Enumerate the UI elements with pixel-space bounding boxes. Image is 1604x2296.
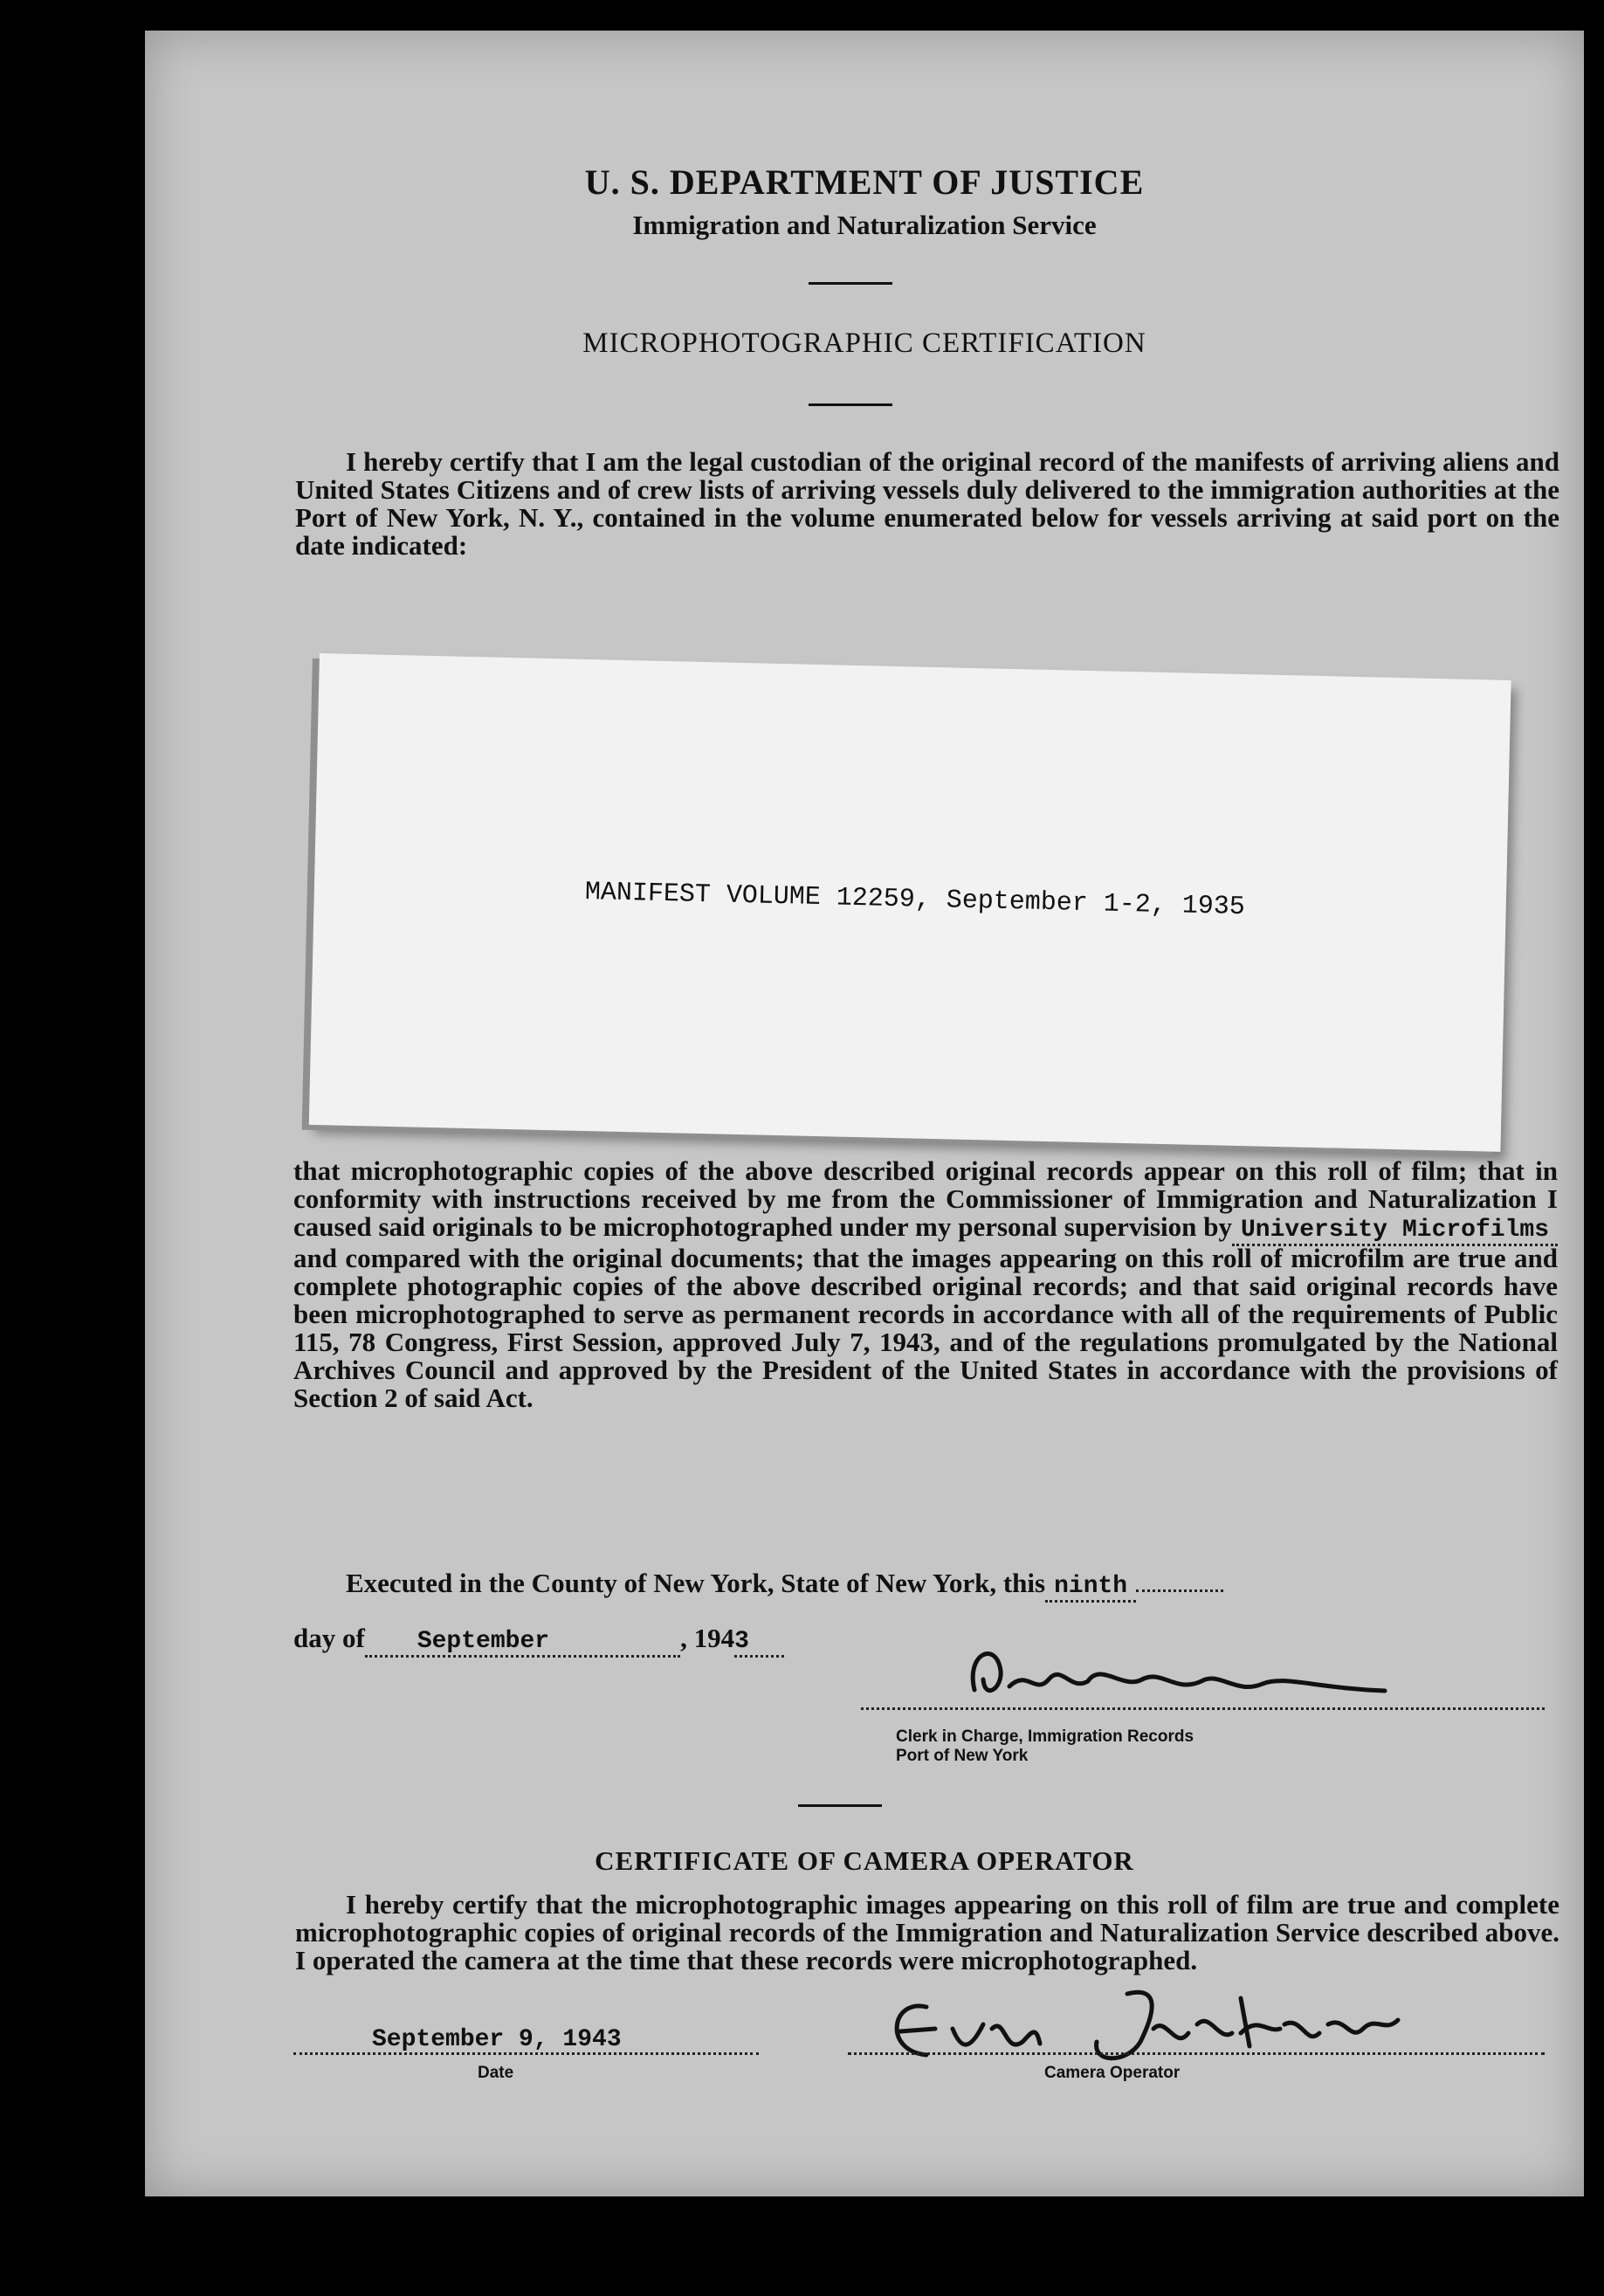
clerk-signature-image: [948, 1636, 1402, 1714]
clerk-location: Port of New York: [896, 1747, 1029, 1765]
body-text-part2: and compared with the original documents; that the images appearing on this roll of microfilm are true and complete photographic copies of the above described original records; and that said original records have been microphotographed to serve as permanent records in accordance with all of the requirements of Public 115, 78 Congress, First Session, approved July 7, 1943, and of the regulations promulgated by the National Archives Council and approved by the President of the United States in accordance with the provisions of Section 2 of said Act.: [293, 1243, 1558, 1413]
year-prefix: , 194: [680, 1623, 735, 1653]
operator-signature-image: [874, 1981, 1433, 2068]
executed-month-field: September: [365, 1628, 680, 1658]
clerk-title: Clerk in Charge, Immigration Records: [896, 1727, 1194, 1746]
camera-certificate-paragraph: I hereby certify that the microphotographic images appearing on this roll of film are true and complete microphotographic copies of original records of the Immigration and Naturalization Service described above. I operated the camera at the time that these records were microphotographed.: [295, 1889, 1559, 1975]
manifest-slip: [309, 653, 1511, 1152]
service-subtitle: Immigration and Naturalization Service: [632, 210, 1097, 240]
clerk-caption: [896, 1727, 1194, 1766]
year-digit-field: 3: [734, 1628, 784, 1658]
department-title: U. S. DEPARTMENT OF JUSTICE: [584, 162, 1145, 202]
date-caption: Date: [478, 2064, 514, 2082]
divider: [798, 1804, 882, 1807]
intro-paragraph: I hereby certify that I am the legal custodian of the original record of the manifests of arriving aliens and United States Citizens and of crew lists of arriving vessels duly delivered to the immigration authorities at the Port of New York, N. Y., contained in the volume enumerated below for vessels arriving at said port on the date indicated:: [295, 446, 1559, 561]
executed-day-field: ninth: [1045, 1573, 1136, 1603]
camera-certificate-title: CERTIFICATE OF CAMERA OPERATOR: [595, 1845, 1134, 1876]
clerk-signature-line: [861, 1707, 1545, 1710]
day-of-label: day of: [293, 1623, 365, 1653]
date-line: [293, 1623, 784, 1655]
manifest-volume-text: MANIFEST VOLUME 12259, September 1-2, 1935: [584, 877, 1246, 923]
executed-line: [346, 1568, 1223, 1600]
body-text-part1: that microphotographic copies of the above described original records appear on this roll of film; that in conformity with instructions received by me from the Commissioner of Immigration and Naturalization I caused said originals to be microphotographed under my personal supervision by: [293, 1155, 1558, 1242]
certificate-page: [145, 31, 1584, 2196]
date-value: September 9, 1943: [372, 2026, 622, 2053]
operator-caption: Camera Operator: [1044, 2064, 1181, 2082]
divider: [809, 282, 892, 285]
certification-body: [293, 1157, 1558, 1412]
certification-title: MICROPHOTOGRAPHIC CERTIFICATION: [582, 328, 1146, 359]
date-line: [293, 2052, 759, 2055]
filmed-by-field: University Microfilms: [1232, 1217, 1558, 1246]
operator-signature-line: [848, 2052, 1545, 2055]
executed-text: Executed in the County of New York, State of New York, this: [346, 1568, 1046, 1598]
divider: [809, 403, 892, 406]
